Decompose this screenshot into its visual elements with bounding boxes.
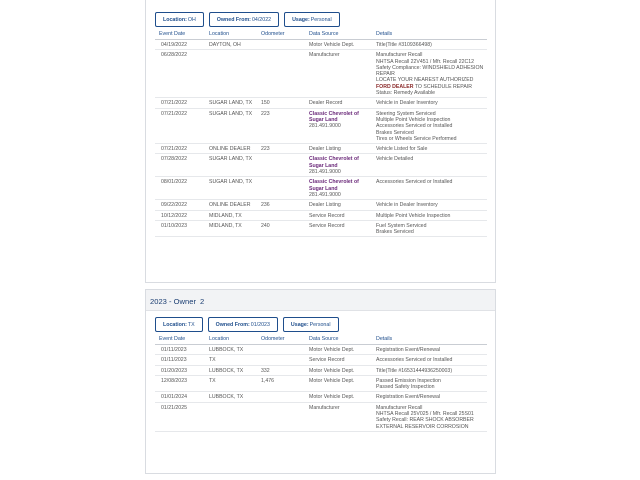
location-cell: SUGAR LAND, TX <box>205 98 257 108</box>
location-cell: TX <box>205 375 257 392</box>
data-source-cell <box>305 50 372 98</box>
col-details: Details <box>372 332 487 345</box>
table-row <box>155 40 487 50</box>
location-chip[interactable] <box>155 317 203 332</box>
col-details: Details <box>372 27 487 40</box>
col-location: Location <box>205 27 257 40</box>
location-cell: MIDLAND, TX <box>205 210 257 220</box>
location-cell: SUGAR LAND, TX <box>205 108 257 143</box>
details-cell <box>372 40 487 50</box>
event-date-cell: 01/10/2023 <box>155 220 205 237</box>
detail-line: Multiple Point Vehicle Inspection <box>376 212 451 219</box>
usage-chip[interactable] <box>284 12 340 27</box>
chip-label: Location: <box>163 321 187 328</box>
odometer-cell: 1,476 <box>257 375 305 392</box>
location-cell: MIDLAND, TX <box>205 220 257 237</box>
owned-from-chip[interactable] <box>208 317 278 332</box>
data-source-text: Motor Vehicle Dept. <box>309 394 355 401</box>
dealer-name-link[interactable]: Classic Chevrolet of <box>309 110 359 117</box>
data-source-cell <box>305 210 372 220</box>
owner-2-header[interactable] <box>146 290 495 311</box>
detail-line: Title(Title #3109366498) <box>376 42 432 48</box>
details-cell <box>372 144 487 154</box>
data-source-text: Service Record <box>309 222 345 229</box>
details-cell <box>372 108 487 143</box>
details-cell <box>372 50 487 98</box>
table-row <box>155 210 487 220</box>
details-cell <box>372 392 487 402</box>
odometer-cell: 240 <box>257 220 305 237</box>
data-source-cell <box>305 177 372 200</box>
chip-value: 04/2022 <box>251 16 272 23</box>
data-source-text: Motor Vehicle Dept. <box>309 42 355 48</box>
chip-label: Usage: <box>290 321 309 328</box>
data-source-cell <box>305 154 372 177</box>
location-cell: LUBBOCK, TX <box>205 345 257 355</box>
data-source-cell <box>305 220 372 237</box>
table-row <box>155 177 487 200</box>
chip-value: OH <box>187 16 196 23</box>
chip-label: Owned From: <box>216 16 251 23</box>
owner-title: 2023 - Owner <box>150 297 197 306</box>
event-date-cell: 01/01/2024 <box>155 392 205 402</box>
detail-line: Accessories Serviced or Installed <box>376 179 453 186</box>
data-source-text: Dealer Listing <box>309 146 341 153</box>
detail-line: Vehicle in Dealer Inventory <box>376 100 438 107</box>
data-source-cell <box>305 402 372 431</box>
detail-line: Title(Title #16531444936250003) <box>376 367 453 374</box>
detail-line: Accessories Serviced or Installed <box>376 357 453 364</box>
data-source-cell <box>305 375 372 392</box>
data-source-text: Dealer Record <box>309 100 343 107</box>
detail-line: Brakes Serviced <box>376 229 414 236</box>
dealer-name-link[interactable]: Sugar Land <box>309 185 338 192</box>
location-cell: TX <box>205 355 257 365</box>
dealer-name-link[interactable]: Sugar Land <box>309 116 338 123</box>
detail-line: Accessories Serviced or Installed <box>376 123 453 130</box>
details-cell <box>372 154 487 177</box>
data-source-text: Service Record <box>309 357 345 364</box>
table-header-row <box>155 332 487 345</box>
location-cell <box>205 402 257 431</box>
event-date-cell: 08/01/2022 <box>155 177 205 200</box>
detail-line: Vehicle Listed for Sale <box>376 146 428 153</box>
owner-2-chips <box>146 317 495 332</box>
owner-1-card <box>145 0 496 283</box>
location-cell <box>205 50 257 98</box>
event-date-cell: 07/21/2022 <box>155 98 205 108</box>
details-cell <box>372 220 487 237</box>
details-cell <box>372 200 487 210</box>
owner-1-history-table <box>155 27 487 237</box>
table-row <box>155 144 487 154</box>
data-source-text: Motor Vehicle Dept. <box>309 377 355 384</box>
table-row <box>155 108 487 143</box>
location-cell: ONLINE DEALER <box>205 200 257 210</box>
data-source-cell <box>305 144 372 154</box>
dealer-phone: 281.491.9000 <box>309 191 341 198</box>
details-cell <box>372 177 487 200</box>
odometer-cell: 223 <box>257 144 305 154</box>
chip-label: Owned From: <box>215 321 250 328</box>
owner-1-chips <box>146 12 495 27</box>
details-cell <box>372 98 487 108</box>
event-date-cell: 01/20/2023 <box>155 365 205 375</box>
detail-line: Vehicle Detailed <box>376 156 414 163</box>
col-event-date: Event Date <box>155 332 205 345</box>
col-data-source: Data Source <box>305 332 372 345</box>
table-header-row <box>155 27 487 40</box>
odometer-cell <box>257 402 305 431</box>
table-row <box>155 355 487 365</box>
col-data-source: Data Source <box>305 27 372 40</box>
table-row <box>155 50 487 98</box>
event-date-cell: 01/11/2023 <box>155 345 205 355</box>
detail-line: Vehicle in Dealer Inventory <box>376 202 438 209</box>
location-cell: LUBBOCK, TX <box>205 365 257 375</box>
event-date-cell: 07/21/2022 <box>155 108 205 143</box>
event-date-cell: 09/22/2022 <box>155 200 205 210</box>
table-row <box>155 365 487 375</box>
data-source-text: Motor Vehicle Dept. <box>309 367 355 374</box>
details-cell <box>372 345 487 355</box>
odometer-cell <box>257 392 305 402</box>
data-source-text: Dealer Listing <box>309 202 341 209</box>
detail-line: Registration Event/Renewal <box>376 347 441 353</box>
col-odometer: Odometer <box>257 27 305 40</box>
data-source-cell <box>305 392 372 402</box>
details-cell <box>372 375 487 392</box>
owned-from-chip[interactable] <box>209 12 279 27</box>
data-source-cell <box>305 365 372 375</box>
odometer-cell <box>257 345 305 355</box>
col-event-date: Event Date <box>155 27 205 40</box>
chip-label: Usage: <box>292 16 310 23</box>
data-source-cell <box>305 355 372 365</box>
event-date-cell: 01/21/2025 <box>155 402 205 431</box>
location-cell: ONLINE DEALER <box>205 144 257 154</box>
dealer-name-link[interactable]: Sugar Land <box>309 162 338 169</box>
odometer-cell: 236 <box>257 200 305 210</box>
odometer-cell <box>257 40 305 50</box>
chip-value: Personal <box>310 16 332 23</box>
detail-line: Status: Remedy Available <box>376 90 436 97</box>
detail-line: Steering System Serviced <box>376 110 436 117</box>
owner-number: 2 <box>200 297 205 306</box>
table-row <box>155 375 487 392</box>
table-row <box>155 402 487 431</box>
event-date-cell: 07/28/2022 <box>155 154 205 177</box>
table-row <box>155 220 487 237</box>
dealer-phone: 281.491.9000 <box>309 123 341 130</box>
details-cell <box>372 355 487 365</box>
details-cell <box>372 402 487 431</box>
event-date-cell: 07/21/2022 <box>155 144 205 154</box>
dealer-name-link[interactable]: Classic Chevrolet of <box>309 156 359 163</box>
detail-line: Brakes Serviced <box>376 129 414 136</box>
data-source-cell <box>305 98 372 108</box>
detail-line: Manufacturer Recall <box>376 52 423 59</box>
location-cell: LUBBOCK, TX <box>205 392 257 402</box>
chip-value: TX <box>187 321 195 328</box>
chip-value: Personal <box>309 321 331 328</box>
usage-chip[interactable] <box>283 317 339 332</box>
data-source-text: Service Record <box>309 212 345 219</box>
col-odometer: Odometer <box>257 332 305 345</box>
event-date-cell: 10/12/2022 <box>155 210 205 220</box>
detail-line: NHTSA Recall 25V025 / Mfr. Recall 25S01 <box>376 411 474 418</box>
table-row <box>155 345 487 355</box>
dealer-phone: 281.491.9000 <box>309 169 341 176</box>
detail-line: Safety Recall: REAR SHOCK ABSORBER <box>376 417 474 424</box>
table-row <box>155 98 487 108</box>
table-row <box>155 154 487 177</box>
col-location: Location <box>205 332 257 345</box>
dealer-name-link[interactable]: Classic Chevrolet of <box>309 179 359 186</box>
detail-line: EXTERNAL RESERVOIR CORROSION <box>376 423 469 430</box>
odometer-cell: 223 <box>257 108 305 143</box>
location-chip[interactable] <box>155 12 204 27</box>
odometer-cell <box>257 210 305 220</box>
detail-line: Multiple Point Vehicle Inspection <box>376 116 451 123</box>
odometer-cell <box>257 50 305 98</box>
detail-line: Passed Safety Inspection <box>376 384 435 391</box>
detail-line: Tires or Wheels Service Performed <box>376 135 457 142</box>
data-source-text: Motor Vehicle Dept. <box>309 347 355 353</box>
detail-line: LOCATE YOUR NEAREST AUTHORIZED <box>376 77 474 84</box>
detail-line: Safety Compliance: WINDSHIELD ADHESION <box>376 64 484 71</box>
table-row <box>155 392 487 402</box>
chip-value: 01/2023 <box>250 321 270 328</box>
detail-line-dealer-link[interactable]: FORD DEALER TO SCHEDULE REPAIR <box>376 83 472 90</box>
data-source-cell <box>305 108 372 143</box>
table-row <box>155 200 487 210</box>
event-date-cell: 04/19/2022 <box>155 40 205 50</box>
location-cell: DAYTON, OH <box>205 40 257 50</box>
data-source-text: Manufacturer <box>309 404 340 411</box>
odometer-cell: 150 <box>257 98 305 108</box>
data-source-text: Manufacturer <box>309 52 340 59</box>
chip-label: Location: <box>163 16 187 23</box>
data-source-cell <box>305 345 372 355</box>
owner-2-card <box>145 289 496 474</box>
event-date-cell: 01/11/2023 <box>155 355 205 365</box>
detail-line: NHTSA Recall 22V451 / Mfr. Recall 22C12 <box>376 58 475 65</box>
detail-line: Manufacturer Recall <box>376 404 423 411</box>
odometer-cell: 332 <box>257 365 305 375</box>
event-date-cell: 06/28/2022 <box>155 50 205 98</box>
data-source-cell <box>305 200 372 210</box>
odometer-cell <box>257 154 305 177</box>
event-date-cell: 12/08/2023 <box>155 375 205 392</box>
details-cell <box>372 365 487 375</box>
owner-2-history-table <box>155 332 487 432</box>
details-cell <box>372 210 487 220</box>
location-cell: SUGAR LAND, TX <box>205 177 257 200</box>
detail-line: Registration Event/Renewal <box>376 394 441 401</box>
odometer-cell <box>257 177 305 200</box>
detail-line: REPAIR <box>376 71 395 78</box>
data-source-cell <box>305 40 372 50</box>
detail-line: Passed Emission Inspection <box>376 377 441 384</box>
odometer-cell <box>257 355 305 365</box>
location-cell: SUGAR LAND, TX <box>205 154 257 177</box>
detail-line: Fuel System Serviced <box>376 222 427 229</box>
